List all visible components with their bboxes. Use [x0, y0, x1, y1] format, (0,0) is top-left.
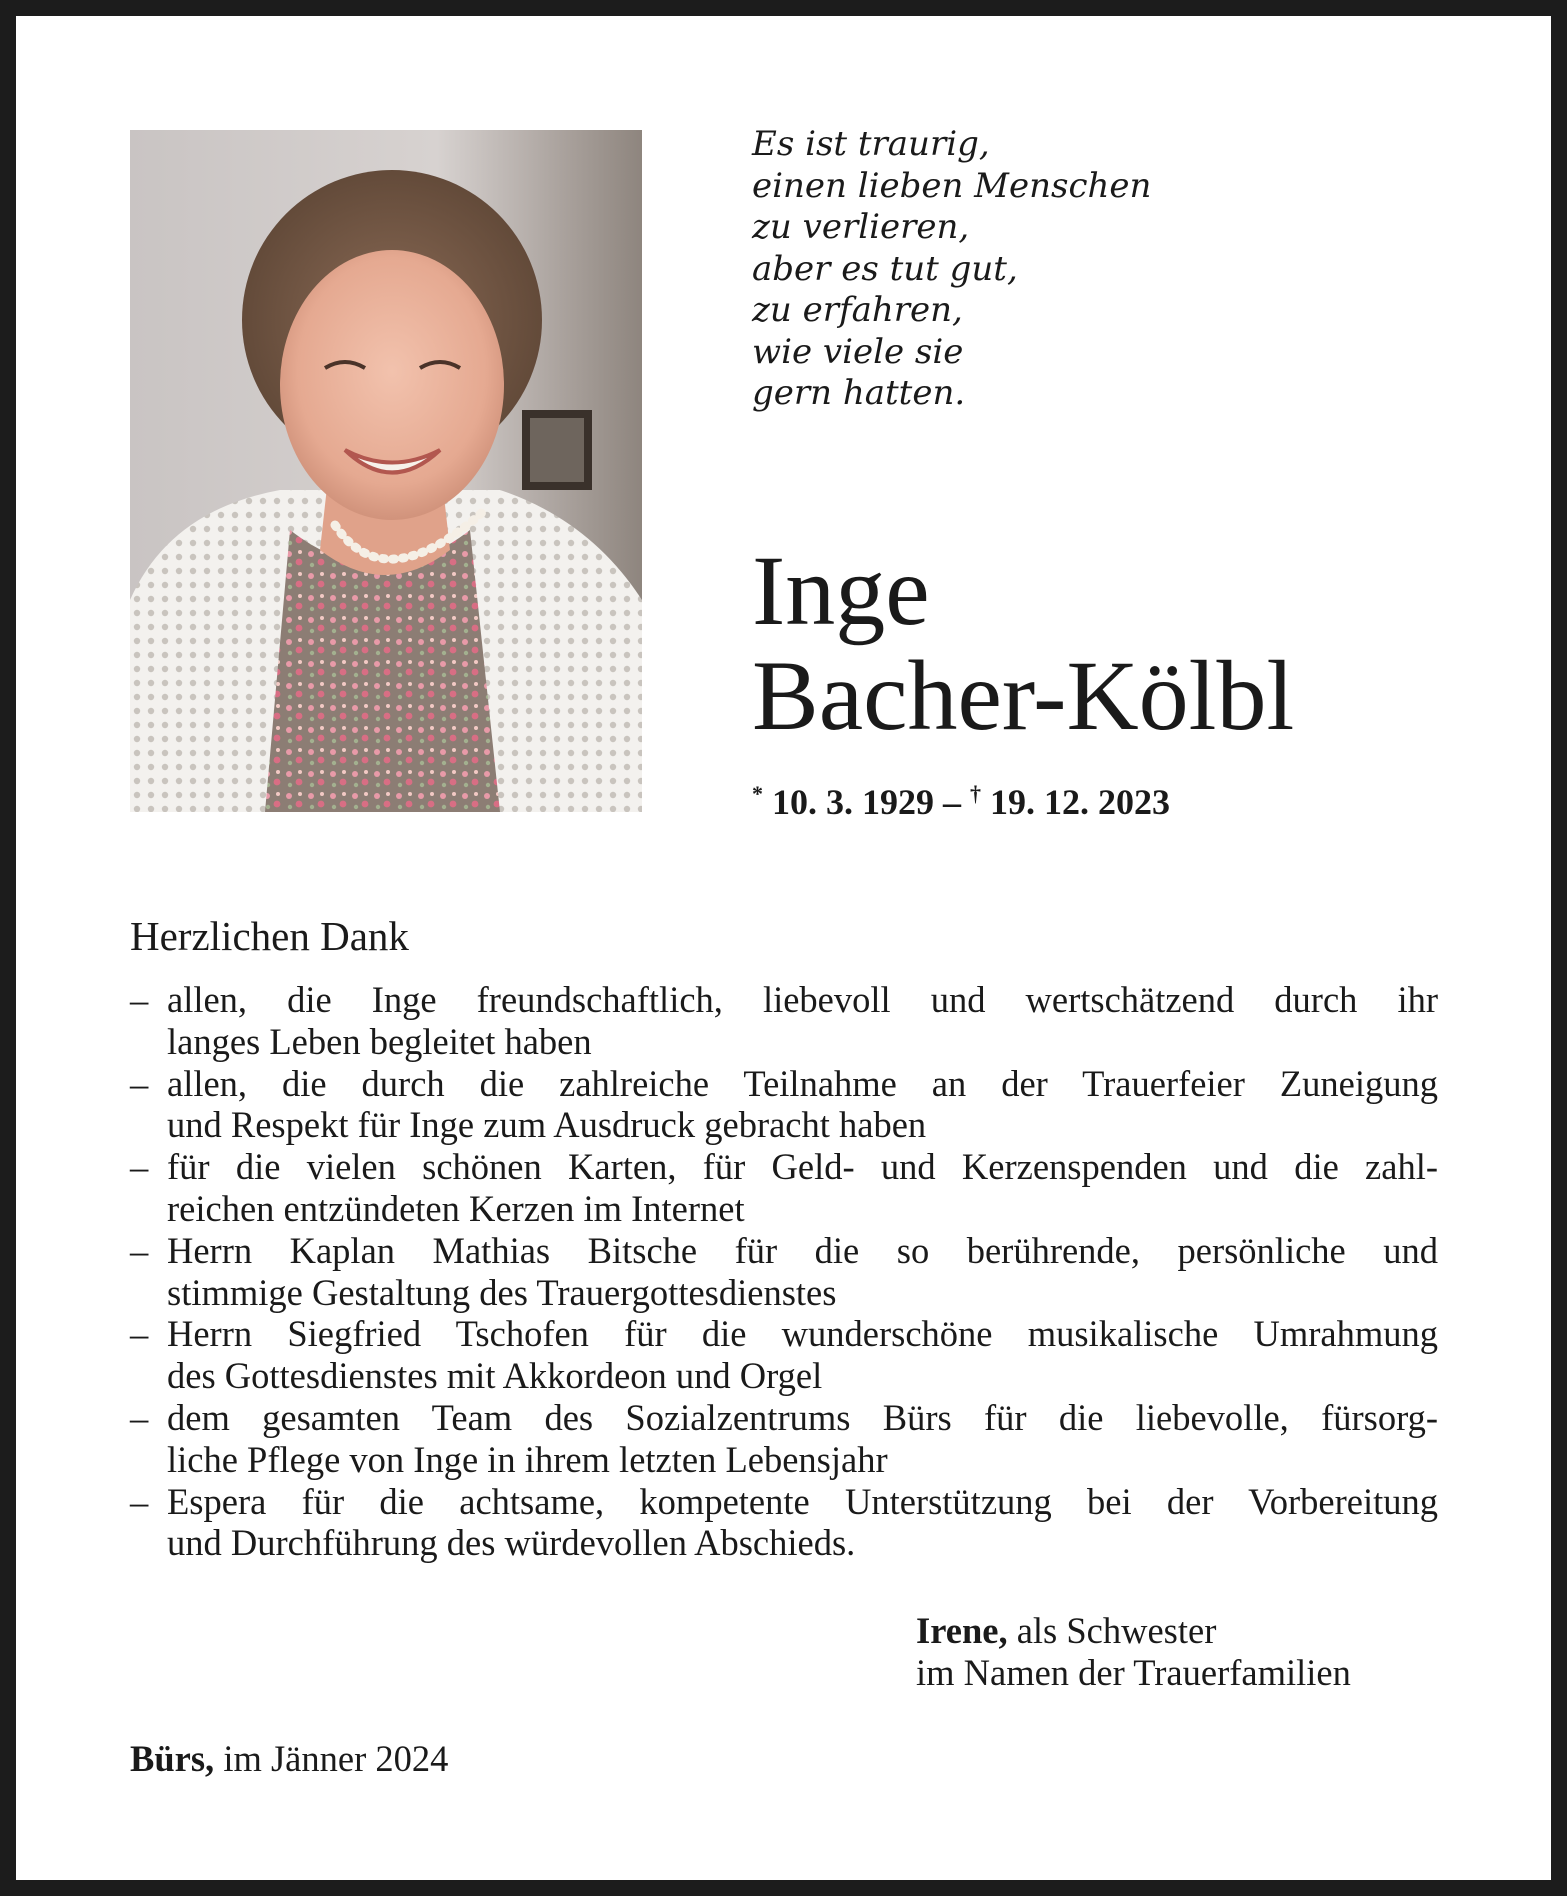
list-item-line: Herrn Siegfried Tschofen für die wunderschöne musikalische Umrahmung	[167, 1313, 1438, 1355]
portrait-photo-icon	[130, 130, 642, 812]
place-date	[130, 1737, 448, 1781]
poem-line: Es ist traurig,	[752, 124, 990, 164]
birth-date: 10. 3. 1929	[772, 782, 934, 822]
list-item	[130, 1481, 1438, 1565]
poem-line: zu verlieren,	[752, 207, 970, 247]
death-date: 19. 12. 2023	[990, 782, 1170, 822]
signature	[916, 1610, 1351, 1694]
signature-line-2: im Namen der Trauerfamilien	[916, 1652, 1351, 1693]
list-item-line: Espera für die achtsame, kompetente Unterstützung bei der Vorbereitung	[167, 1480, 1438, 1522]
thanks-heading: Herzlichen Dank	[130, 913, 409, 959]
list-item-line: und Durchführung des würdevollen Abschieds.	[167, 1522, 856, 1564]
list-item-line: und Respekt für Inge zum Ausdruck gebracht haben	[167, 1104, 927, 1146]
poem-line: gern hatten.	[752, 373, 966, 413]
list-dash: –	[130, 1146, 149, 1188]
signatory-name: Irene,	[916, 1610, 1008, 1651]
list-item-line: liche Pflege von Inge in ihrem letzten Lebensjahr	[167, 1438, 888, 1480]
portrait-photo	[130, 130, 642, 812]
list-item-line: dem gesamten Team des Sozialzentrums Bürs für die liebevolle, fürsorg-	[167, 1396, 1438, 1438]
list-item-line: reichen entzündeten Kerzen im Internet	[167, 1187, 745, 1229]
list-item-line: allen, die durch die zahlreiche Teilnahme an der Trauerfeier Zuneigung	[167, 1062, 1438, 1104]
list-item-line: des Gottesdienstes mit Akkordeon und Orgel	[167, 1355, 823, 1397]
poem-line: aber es tut gut,	[752, 248, 1018, 289]
list-dash: –	[130, 1062, 149, 1104]
list-item-line: allen, die Inge freundschaftlich, liebevoll und wertschätzend durch ihr	[167, 979, 1438, 1020]
list-dash: –	[130, 1313, 149, 1355]
poem	[752, 124, 1312, 415]
list-item-line: langes Leben begleitet haben	[167, 1020, 592, 1062]
birth-symbol: *	[752, 781, 763, 806]
list-item	[130, 1397, 1438, 1481]
deceased-name	[752, 535, 1492, 751]
death-symbol: †	[970, 781, 981, 806]
list-item-line: für die vielen schönen Karten, für Geld- und Kerzenspenden und die zahl-	[167, 1146, 1438, 1188]
list-item-line: stimmige Gestaltung des Trauergottesdienstes	[167, 1271, 837, 1313]
date-separator: –	[943, 782, 961, 822]
list-dash: –	[130, 979, 149, 1020]
signatory-role: als Schwester	[1007, 1610, 1217, 1651]
signature-line-1	[916, 1610, 1351, 1652]
list-item	[130, 979, 1438, 1063]
list-item	[130, 1313, 1438, 1397]
poem-line: wie viele sie	[752, 331, 964, 372]
poem-line: zu erfahren,	[752, 290, 963, 330]
list-item	[130, 1230, 1438, 1314]
list-dash: –	[130, 1396, 149, 1438]
life-dates	[752, 780, 1170, 824]
first-name: Inge	[752, 535, 930, 646]
last-name: Bacher-Kölbl	[752, 640, 1295, 751]
list-item	[130, 1146, 1438, 1230]
list-dash: –	[130, 1480, 149, 1522]
thanks-list	[130, 979, 1438, 1564]
list-item	[130, 1063, 1438, 1147]
place-name: Bürs,	[130, 1738, 215, 1779]
date-text: im Jänner 2024	[214, 1738, 449, 1779]
list-item-line: Herrn Kaplan Mathias Bitsche für die so berührende, persönliche und	[167, 1229, 1438, 1271]
poem-line: einen lieben Menschen	[752, 165, 1152, 206]
list-dash: –	[130, 1229, 149, 1271]
